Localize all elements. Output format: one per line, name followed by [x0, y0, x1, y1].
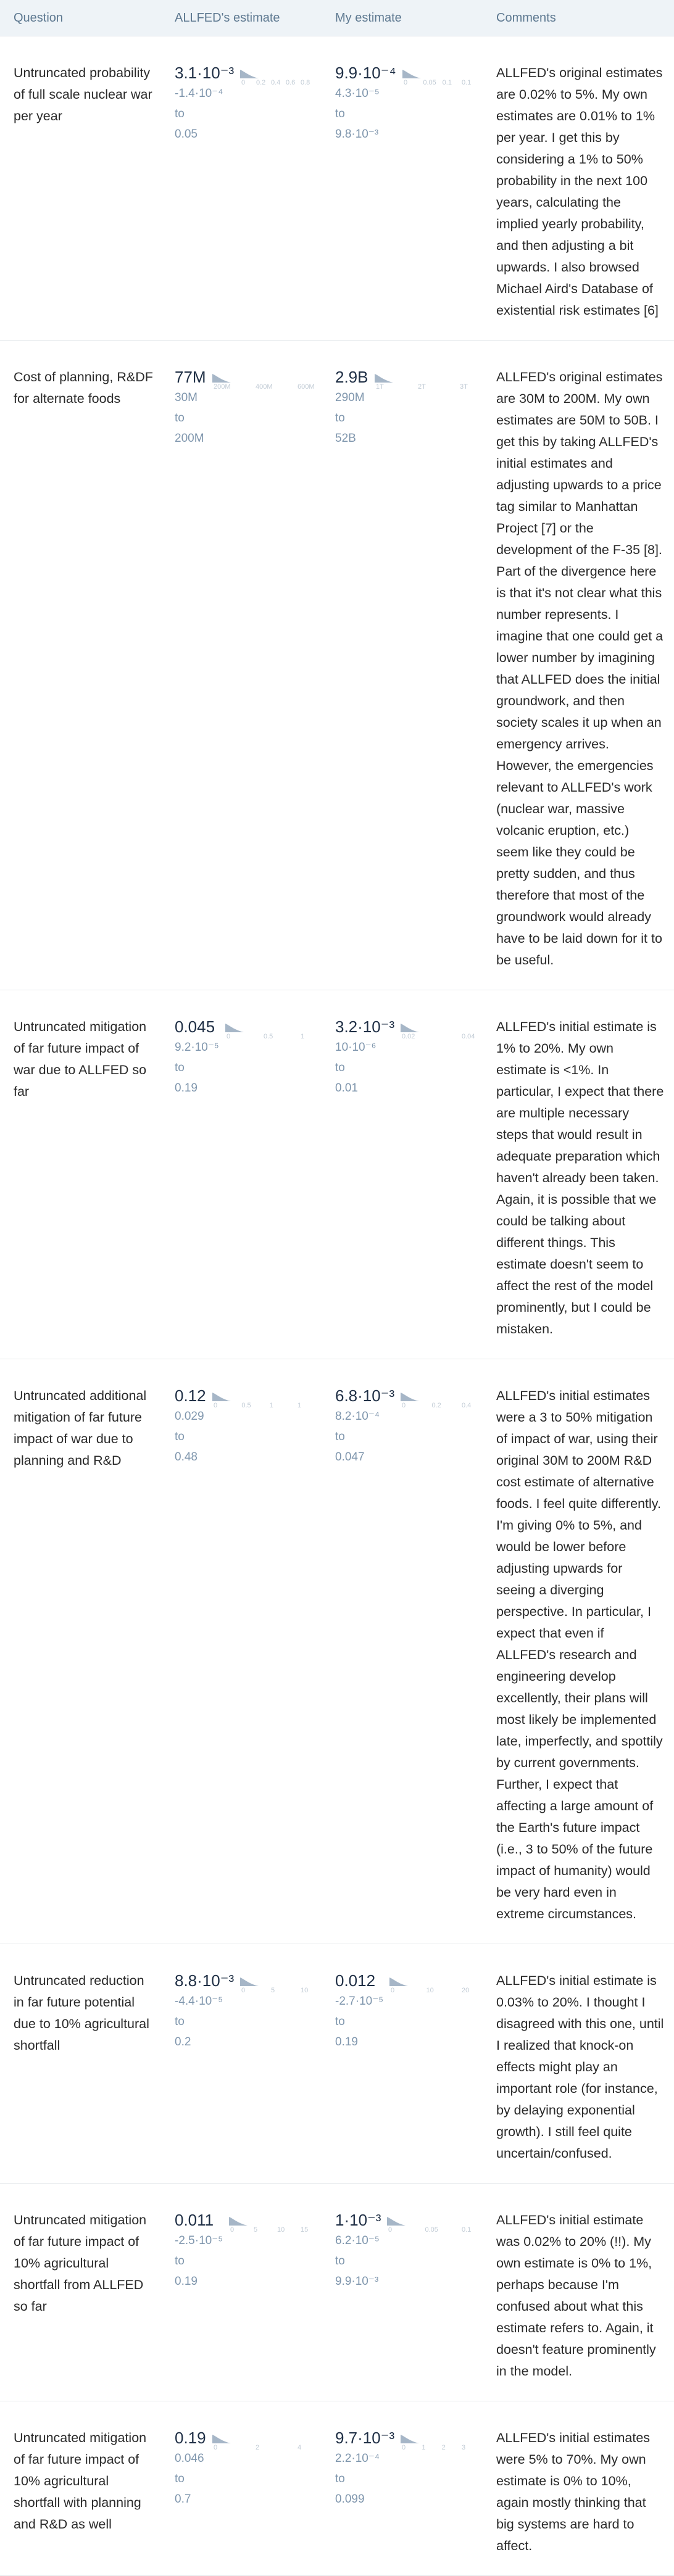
axis-tick-label: 0.4 [462, 1402, 472, 1409]
axis-tick-label: 0.5 [263, 1033, 273, 1040]
distribution-shape [229, 2217, 248, 2226]
distribution-shape [212, 1393, 231, 1401]
my-high: 0.01 [335, 1082, 358, 1095]
axis-tick-label: 4 [297, 2444, 301, 2451]
allfed-estimate-cell [161, 2401, 322, 2576]
table-row [0, 36, 674, 341]
my-distribution-plot [402, 67, 469, 86]
axis-tick-label: 0 [213, 2444, 217, 2451]
allfed-to: to [175, 107, 185, 120]
axis-tick-label: 0.2 [256, 79, 266, 86]
allfed-distribution-plot [212, 2432, 308, 2451]
allfed-low: 0.046 [175, 2452, 204, 2465]
distribution-shape [212, 374, 231, 383]
distribution-svg [212, 371, 315, 391]
question-text: Untruncated mitigation of far future impact of 10% agricultural shortfall from ALLFED so far [0, 2184, 161, 2401]
question-text: Untruncated mitigation of far future impact of 10% agricultural shortfall with planning and R&D as well [0, 2401, 161, 2576]
distribution-svg [401, 1390, 472, 1409]
distribution-svg [389, 1975, 469, 1994]
allfed-high: 0.2 [175, 2036, 191, 2048]
allfed-distribution-plot [225, 1021, 308, 1040]
axis-tick-label: 15 [301, 2226, 309, 2234]
my-low: 8.2·10⁻⁴ [335, 1410, 380, 1423]
my-median: 6.8·10⁻³ [335, 1386, 395, 1405]
my-estimate-cell [322, 36, 483, 341]
allfed-distribution-plot [229, 2214, 308, 2233]
axis-tick-label: 0.1 [461, 79, 471, 86]
distribution-shape [212, 2435, 231, 2443]
distribution-shape [375, 374, 393, 383]
table-row [0, 2184, 674, 2401]
axis-tick-label: 0.02 [402, 1033, 415, 1040]
allfed-distribution-plot [240, 1975, 308, 1994]
allfed-estimate-cell [161, 36, 322, 341]
distribution-svg [402, 67, 469, 86]
my-high: 0.047 [335, 1451, 365, 1464]
axis-tick-label: 0.8 [301, 79, 310, 86]
distribution-shape [401, 1393, 419, 1401]
my-to: to [335, 2472, 345, 2485]
my-low: -2.7·10⁻⁵ [335, 1995, 384, 2008]
axis-tick-label: 2 [255, 2444, 259, 2451]
my-to: to [335, 107, 345, 120]
allfed-to: to [175, 2015, 185, 2028]
distribution-shape [240, 1978, 259, 1986]
axis-tick-label: 0 [388, 2226, 393, 2234]
allfed-distribution-plot [240, 67, 308, 86]
allfed-estimate-cell [161, 1359, 322, 1944]
my-distribution-plot [401, 1390, 472, 1409]
axis-tick-label: 1 [422, 2444, 426, 2451]
allfed-low: -1.4·10⁻⁴ [175, 87, 223, 100]
distribution-svg [375, 371, 467, 390]
axis-tick-label: 10 [426, 1987, 434, 1994]
allfed-to: to [175, 2472, 185, 2485]
allfed-to: to [175, 1430, 185, 1443]
axis-tick-label: 5 [271, 1987, 275, 1994]
axis-tick-label: 200M [213, 383, 231, 391]
distribution-shape [225, 1024, 244, 1032]
axis-tick-label: 1 [269, 1402, 273, 1409]
my-median: 9.9·10⁻⁴ [335, 64, 396, 82]
question-text: Untruncated reduction in far future potential due to 10% agricultural shortfall [0, 1944, 161, 2184]
allfed-high: 200M [175, 432, 204, 445]
distribution-shape [240, 70, 259, 78]
axis-tick-label: 5 [254, 2226, 258, 2234]
axis-tick-label: 0.2 [431, 1402, 441, 1409]
axis-tick-label: 0 [391, 1987, 395, 1994]
axis-tick-label: 400M [255, 383, 273, 391]
table-row [0, 341, 674, 990]
allfed-median: 0.12 [175, 1386, 206, 1405]
distribution-svg [212, 1390, 305, 1409]
my-high: 0.19 [335, 2036, 358, 2048]
axis-tick-label: 0 [241, 1987, 246, 1994]
axis-tick-label: 1 [297, 1402, 301, 1409]
header-question: Question [0, 0, 161, 36]
my-estimate-cell [322, 2184, 483, 2401]
question-text: Cost of planning, R&DF for alternate foods [0, 341, 161, 990]
my-to: to [335, 1430, 345, 1443]
axis-tick-label: 0.05 [425, 2226, 439, 2234]
allfed-high: 0.19 [175, 1082, 198, 1095]
question-text: Untruncated additional mitigation of far future impact of war due to planning and R&D [0, 1359, 161, 1944]
axis-tick-label: 600M [297, 383, 315, 391]
distribution-svg [240, 67, 308, 86]
my-low: 6.2·10⁻⁵ [335, 2234, 380, 2247]
allfed-estimate-cell [161, 341, 322, 990]
my-high: 9.9·10⁻³ [335, 2275, 379, 2288]
allfed-median: 3.1·10⁻³ [175, 64, 235, 82]
axis-tick-label: 0.04 [462, 1033, 475, 1040]
table-row [0, 2401, 674, 2576]
axis-tick-label: 20 [462, 1987, 470, 1994]
distribution-svg [401, 2432, 469, 2451]
my-high: 52B [335, 432, 356, 445]
axis-tick-label: 0 [403, 79, 407, 86]
axis-tick-label: 0 [230, 2226, 235, 2234]
my-estimate-cell [322, 1359, 483, 1944]
comment-text: ALLFED's initial estimate is 1% to 20%. My own estimate is <1%. In particular, I expect that there are multiple necessary steps that would result in adequate preparation which haven't already been taken. Again, it is possible that we could be talking about different things. This estimate doesn't seem to affect the rest of the model prominently, but I could be mistaken. [483, 990, 674, 1359]
allfed-median: 77M [175, 368, 206, 386]
my-estimate-cell [322, 1944, 483, 2184]
allfed-median: 0.19 [175, 2429, 206, 2447]
axis-tick-label: 0.05 [422, 79, 436, 86]
axis-tick-label: 3T [459, 383, 468, 391]
axis-tick-label: 0.4 [271, 79, 281, 86]
axis-tick-label: 0 [402, 1402, 406, 1409]
my-estimate-cell [322, 2401, 483, 2576]
axis-tick-label: 1 [300, 1033, 304, 1040]
axis-tick-label: 0 [213, 1402, 217, 1409]
question-text: Untruncated mitigation of far future impact of war due to ALLFED so far [0, 990, 161, 1359]
allfed-low: -2.5·10⁻⁵ [175, 2234, 223, 2247]
allfed-high: 0.19 [175, 2275, 198, 2288]
my-median: 0.012 [335, 1971, 376, 1990]
my-distribution-plot [401, 2432, 469, 2451]
table-row [0, 1359, 674, 1944]
allfed-low: -4.4·10⁻⁵ [175, 1995, 223, 2008]
my-distribution-plot [401, 1021, 475, 1040]
my-high: 0.099 [335, 2493, 365, 2506]
distribution-svg [225, 1021, 308, 1040]
allfed-estimate-cell [161, 990, 322, 1359]
distribution-svg [212, 2432, 305, 2451]
my-median: 9.7·10⁻³ [335, 2429, 395, 2447]
allfed-median: 0.011 [175, 2211, 214, 2229]
distribution-svg [240, 1975, 308, 1994]
my-to: to [335, 412, 345, 425]
my-low: 290M [335, 391, 365, 404]
my-low: 4.3·10⁻⁵ [335, 87, 380, 100]
comment-text: ALLFED's original estimates are 0.02% to 5%. My own estimates are 0.01% to 1% per year. I get this by considering a 1% to 50% probability in the next 100 years, calculating the implied yearly probability, and then adjusting a bit upwards. I also browsed Michael Aird's Database of existential risk estimates [6] [483, 36, 674, 341]
distribution-shape [389, 1978, 408, 1986]
distribution-shape [401, 1024, 419, 1032]
my-to: to [335, 1061, 345, 1074]
axis-tick-label: 0.6 [286, 79, 296, 86]
allfed-to: to [175, 1061, 185, 1074]
axis-tick-label: 3 [462, 2444, 466, 2451]
header-comments: Comments [483, 0, 674, 36]
comment-text: ALLFED's initial estimates were 5% to 70%. My own estimate is 0% to 10%, again mostly thinking that big systems are hard to affect. [483, 2401, 674, 2576]
distribution-shape [401, 2435, 419, 2443]
distribution-shape [387, 2217, 406, 2226]
axis-tick-label: 0 [241, 79, 246, 86]
comment-text: ALLFED's initial estimate is 0.03% to 20%. I thought I disagreed with this one, until I realized that knock-on effects might play an important role (for instance, by delaying exponential growth). I still feel quite uncertain/confused. [483, 1944, 674, 2184]
table-row [0, 1944, 674, 2184]
axis-tick-label: 0.1 [442, 79, 452, 86]
comment-text: ALLFED's initial estimates were a 3 to 50% mitigation of impact of war, using their original 30M to 200M R&D cost estimate of alternative foods. I feel quite differently. I'm giving 0% to 5%, and would be lower before adjusting upwards for seeing a diverging perspective. In particular, I expect that even if ALLFED's research and engineering develop excellently, their plans will most likely be implemented late, imperfectly, and spottily by current governments. Further, I expect that affecting a large amount of the Earth's future impact (i.e., 3 to 50% of the future impact of humanity) would be very hard even in extreme circumstances. [483, 1359, 674, 1944]
question-text: Untruncated probability of full scale nuclear war per year [0, 36, 161, 341]
distribution-svg [401, 1021, 475, 1040]
my-to: to [335, 2255, 345, 2267]
axis-tick-label: 2 [441, 2444, 446, 2451]
axis-tick-label: 10 [277, 2226, 285, 2234]
allfed-distribution-plot [212, 371, 315, 391]
axis-tick-label: 2T [417, 383, 426, 391]
my-distribution-plot [375, 371, 470, 390]
axis-tick-label: 0 [226, 1033, 230, 1040]
distribution-svg [229, 2214, 308, 2233]
comment-text: ALLFED's original estimates are 30M to 200M. My own estimates are 50M to 50B. I get this by taking ALLFED's initial estimates and adjusting upwards to a price tag similar to Manhattan Project [7] or the development of the F-35 [8]. Part of the divergence here is that it's not clear what this number represents. I imagine that one could get a lower number by imagining that ALLFED does the initial groundwork, and then society scales it up when an emergency arrives. However, the emergencies relevant to ALLFED's work (nuclear war, massive volcanic eruption, etc.) seem like they could be pretty sudden, and thus therefore that most of the groundwork would already have to be laid down for it to be useful. [483, 341, 674, 990]
my-estimate-cell [322, 341, 483, 990]
distribution-shape [402, 70, 421, 78]
my-high: 9.8·10⁻³ [335, 128, 379, 141]
my-distribution-plot [389, 1975, 469, 1994]
my-median: 1·10⁻³ [335, 2211, 381, 2229]
allfed-to: to [175, 2255, 185, 2267]
allfed-estimate-cell [161, 1944, 322, 2184]
axis-tick-label: 0.1 [462, 2226, 472, 2234]
allfed-median: 8.8·10⁻³ [175, 1971, 235, 1990]
allfed-low: 30M [175, 391, 198, 404]
axis-tick-label: 1T [375, 383, 384, 391]
allfed-high: 0.7 [175, 2493, 191, 2506]
header-row [0, 0, 674, 36]
my-median: 3.2·10⁻³ [335, 1017, 395, 1036]
my-low: 2.2·10⁻⁴ [335, 2452, 380, 2465]
my-low: 10·10⁻⁶ [335, 1041, 377, 1054]
allfed-estimate-cell [161, 2184, 322, 2401]
axis-tick-label: 0.5 [241, 1402, 251, 1409]
allfed-to: to [175, 412, 185, 425]
header-allfed-estimate: ALLFED's estimate [161, 0, 322, 36]
allfed-low: 0.029 [175, 1410, 204, 1423]
axis-tick-label: 10 [301, 1987, 309, 1994]
table-row [0, 990, 674, 1359]
distribution-svg [387, 2214, 472, 2234]
my-estimate-cell [322, 990, 483, 1359]
allfed-high: 0.48 [175, 1451, 198, 1464]
allfed-median: 0.045 [175, 1017, 215, 1036]
axis-tick-label: 0 [402, 2444, 406, 2451]
my-distribution-plot [387, 2214, 472, 2234]
my-median: 2.9B [335, 368, 368, 386]
allfed-low: 9.2·10⁻⁵ [175, 1041, 219, 1054]
allfed-high: 0.05 [175, 128, 198, 141]
header-my-estimate: My estimate [322, 0, 483, 36]
my-to: to [335, 2015, 345, 2028]
comment-text: ALLFED's initial estimate was 0.02% to 20% (!!). My own estimate is 0% to 1%, perhaps because I'm confused about what this estimate refers to. Again, it doesn't feature prominently in the model. [483, 2184, 674, 2401]
allfed-distribution-plot [212, 1390, 308, 1409]
